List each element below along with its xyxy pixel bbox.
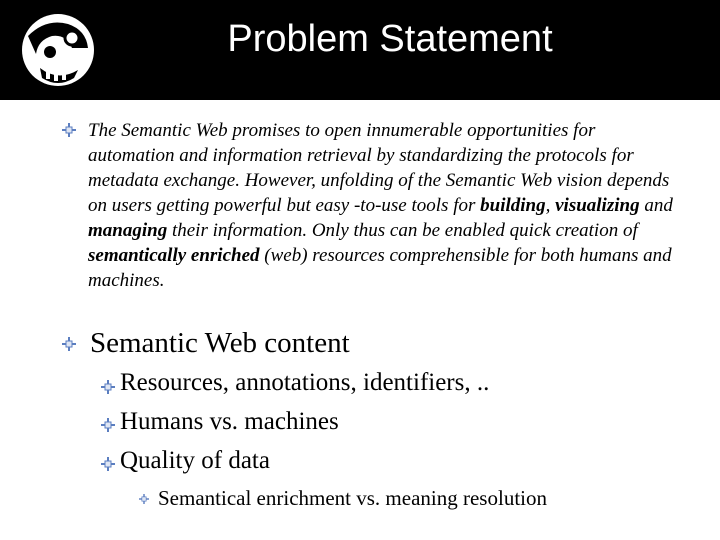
tux-logo-icon <box>16 8 100 92</box>
diamond-bullet-icon <box>101 418 115 432</box>
bullet-semantic-web-content: Semantic Web content <box>90 327 350 359</box>
diamond-bullet-icon <box>62 123 76 137</box>
intro-text-1: The Semantic Web promises to open innumerable opportunities for automation and information retrieval by standardizing the protocols for metadata exchange. However, unfolding of the Semantic Web vision depends on users getting powerful but easy -to-use tools for <box>88 120 670 216</box>
diamond-bullet-icon <box>139 494 149 504</box>
intro-visualizing: visualizing <box>555 195 640 216</box>
intro-text-2: their information. Only thus can be enabled quick creation of <box>167 220 638 241</box>
bullet-resources: Resources, annotations, identifiers, .. <box>120 369 490 396</box>
diamond-bullet-icon <box>101 380 115 394</box>
intro-paragraph <box>88 118 678 293</box>
intro-enriched: semantically enriched <box>88 245 260 266</box>
slide-title: Problem Statement <box>227 17 553 60</box>
slide-header <box>0 0 720 100</box>
bullet-quality-of-data: Quality of data <box>120 447 270 474</box>
diamond-bullet-icon <box>101 457 115 471</box>
intro-text-3: (web) resources comprehensible for both humans and machines. <box>88 245 672 291</box>
bullet-semantical-enrichment: Semantical enrichment vs. meaning resolution <box>158 486 547 510</box>
intro-sep-2: and <box>639 195 673 216</box>
intro-managing: managing <box>88 220 168 241</box>
intro-building: building <box>480 195 546 216</box>
bullet-humans-machines: Humans vs. machines <box>120 408 339 435</box>
intro-sep-1: , <box>545 195 556 216</box>
diamond-bullet-icon <box>62 337 76 351</box>
